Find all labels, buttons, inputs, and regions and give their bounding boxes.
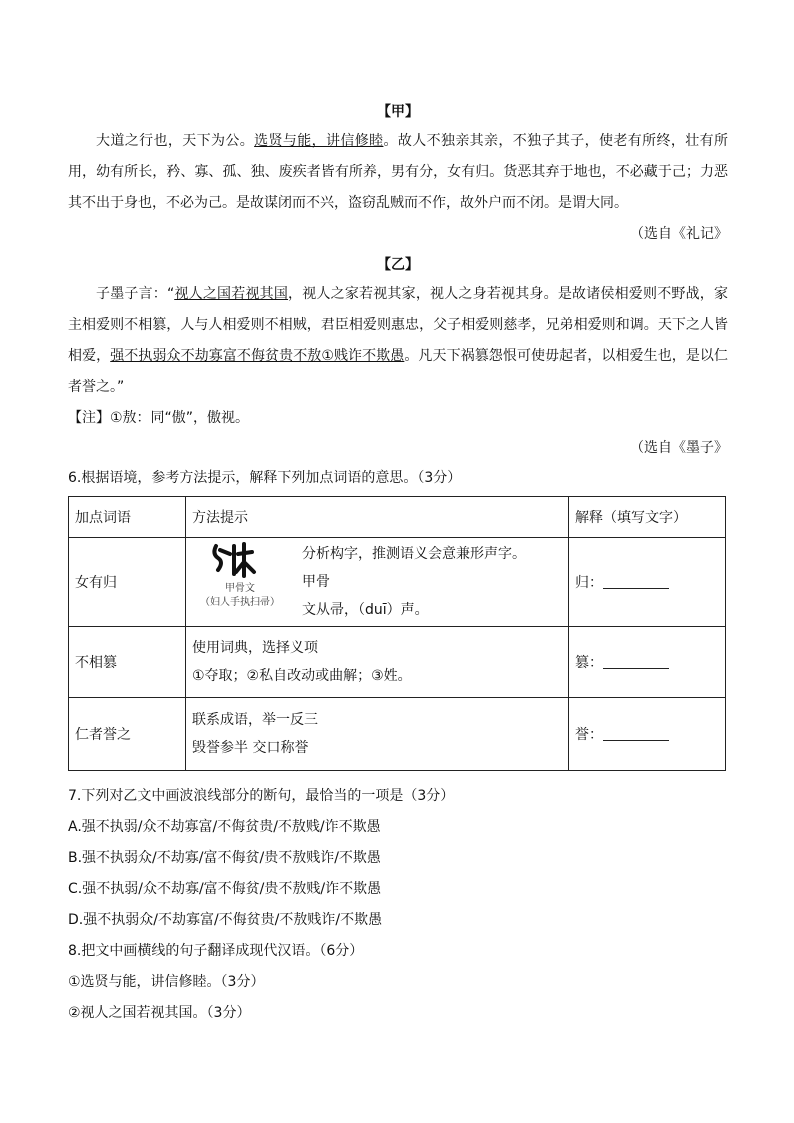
document-page	[68, 96, 728, 1029]
q8-title: 8.把文中画横线的句子翻译成现代汉语。（6分）	[68, 943, 364, 959]
oracle-bone-glyph-icon	[210, 540, 270, 578]
oracle-caption-note: （妇人手执扫帚）	[200, 597, 280, 608]
hint-line: ①夺取；②私自改动或曲解；③姓。	[192, 668, 412, 684]
row-word: 仁者誉之	[69, 698, 186, 771]
row-word: 女有归	[69, 538, 186, 627]
q7-option-c[interactable]: C.强不执弱/众不劫寡/富不侮贫/贵不敖贱/诈不欺愚	[68, 881, 382, 897]
q7-option-b[interactable]: B.强不执弱众/不劫寡/富不侮贫/贵不敖贱诈/不欺愚	[68, 850, 381, 866]
q7-option-a[interactable]: A.强不执弱/众不劫寡富/不侮贫贵/不敖贱/诈不欺愚	[68, 819, 381, 835]
row-hint	[186, 627, 569, 698]
answer-label: 归：	[575, 575, 603, 591]
header-word: 加点词语	[69, 497, 186, 538]
q8-item-2: ②视人之国若视其国。（3分）	[68, 1005, 251, 1021]
header-answer: 解释（填写文字）	[569, 497, 726, 538]
yi-note: 【注】①敖：同“傲”，傲视。	[68, 410, 250, 426]
q6-title: 6.根据语境，参考方法提示，解释下列加点词语的意思。（3分）	[68, 470, 462, 486]
answer-label: 篡：	[575, 655, 603, 671]
q6-table	[68, 496, 726, 771]
oracle-bone-character	[192, 540, 288, 610]
yi-underlined-sentence: 视人之国若视其国	[174, 286, 289, 302]
yi-source: （选自《墨子》	[630, 440, 728, 456]
jia-source: （选自《礼记》	[630, 226, 728, 242]
q7-title: 7.下列对乙文中画波浪线部分的断句，最恰当的一项是（3分）	[68, 788, 455, 804]
answer-label: 誉：	[575, 727, 603, 743]
yi-text-start: 子墨子言：“	[96, 286, 175, 302]
answer-blank[interactable]	[603, 654, 669, 669]
hint-text	[302, 540, 532, 624]
jia-underlined-sentence: 选贤与能，讲信修睦	[254, 133, 384, 149]
answer-blank[interactable]	[603, 726, 669, 741]
jia-text-rest: 。故人不独亲其亲，不独子其子，使老有所终，壮有所用，幼有所长，矜、寡、孤、独、废疾者皆有所养，男有分，女有归。货恶其弃于地也，不必藏于己；力恶其不出于身也，不必为己。是故谋闭而不兴，盗窃乱贼而不作，故外户而不闭。是谓大同。	[68, 133, 729, 211]
jia-heading: 【甲】	[377, 104, 419, 120]
hint-line: 分析构字，推测语义会意兼形声字。甲骨	[302, 546, 526, 590]
hint-line: 联系成语，举一反三	[192, 712, 318, 728]
hint-line: 毁誉参半 交口称誉	[192, 740, 309, 756]
row-answer	[569, 538, 726, 627]
header-method: 方法提示	[186, 497, 569, 538]
jia-paragraph	[68, 126, 728, 219]
yi-paragraph	[68, 279, 728, 403]
table-row	[69, 627, 726, 698]
row-word: 不相篡	[69, 627, 186, 698]
row-hint	[186, 698, 569, 771]
answer-blank[interactable]	[603, 574, 669, 589]
q7-option-d[interactable]: D.强不执弱众/不劫寡富/不侮贫贵/不敖贱诈/不欺愚	[68, 912, 383, 928]
row-answer	[569, 627, 726, 698]
q8-item-1: ①选贤与能，讲信修睦。（3分）	[68, 974, 265, 990]
row-answer	[569, 698, 726, 771]
yi-text-middle: ，视人之家若视其家，视人之身若视其身。是故诸侯相爱则不野战，家主相爱则不相篡，人与人相爱则不相贼，君臣相爱则惠忠，父子相爱则慈孝，兄弟相爱则和调。天下之人皆相爱，	[68, 286, 729, 364]
table-header-row	[69, 497, 726, 538]
hint-line: 使用词典，选择义项	[192, 640, 318, 656]
yi-text-end: 。凡天下祸篡怨恨可使毋起者，以相爱生也，是以仁者誉之。”	[68, 348, 729, 395]
table-row	[69, 538, 726, 627]
jia-text-start: 大道之行也，天下为公。	[96, 133, 255, 149]
yi-heading: 【乙】	[377, 257, 419, 273]
yi-wavy-line-segment: 强不执弱众不劫寡富不侮贫贵不敖①贱诈不欺愚	[110, 348, 405, 364]
oracle-caption: 甲骨文	[225, 583, 255, 594]
table-row	[69, 698, 726, 771]
hint-line: 文从帚，（duī）声。	[302, 602, 429, 618]
row-hint	[186, 538, 569, 627]
